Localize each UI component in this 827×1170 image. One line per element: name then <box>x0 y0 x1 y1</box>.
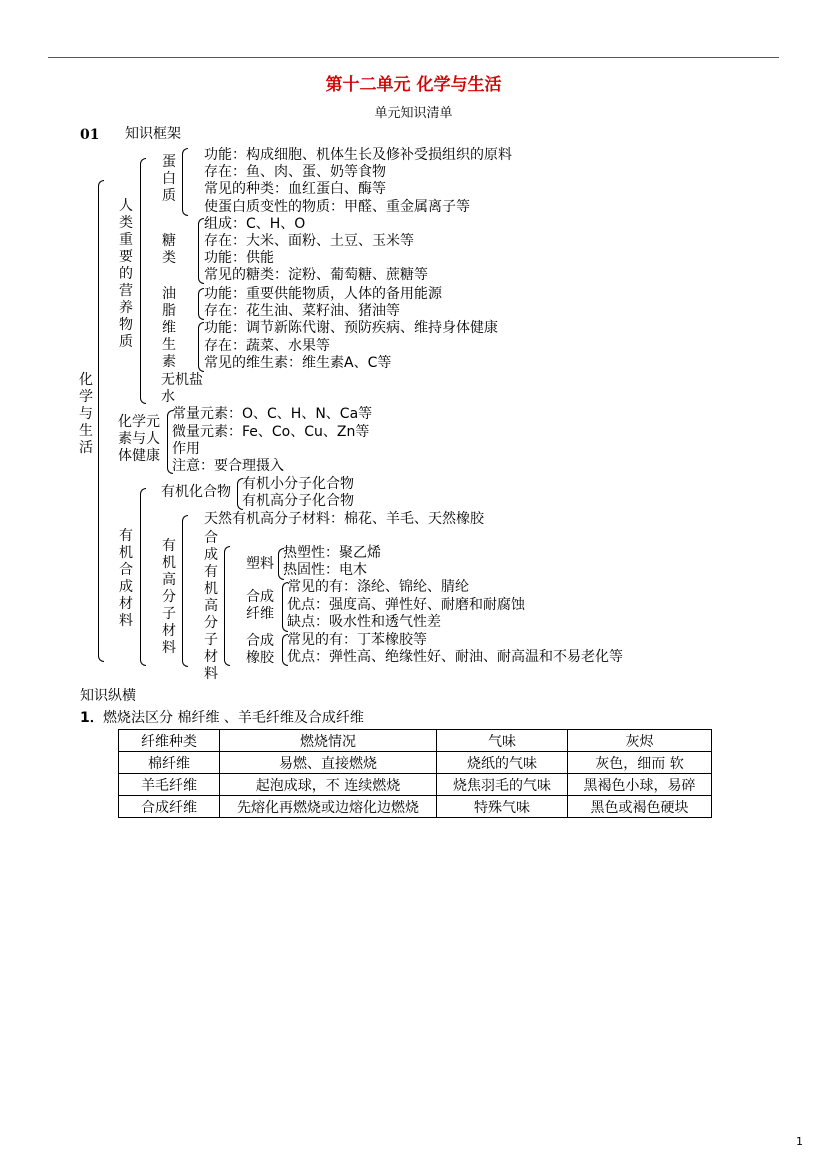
table-header-cell: 灰烬 <box>568 730 712 752</box>
table-cell: 羊毛纤维 <box>119 774 220 796</box>
fat-item: 存在：花生油、菜籽油、猪油等 <box>204 303 400 319</box>
natural-polymer-item: 天然有机高分子材料：棉花、羊毛、天然橡胶 <box>204 511 484 527</box>
page-title: 第十二单元 化学与生活 <box>325 75 502 95</box>
water-label: 水 <box>161 389 175 405</box>
sugar-item: 常见的糖类：淀粉、葡萄糖、蔗糖等 <box>204 267 428 283</box>
table-header-row <box>119 730 712 752</box>
table-cell: 灰色，细而 软 <box>568 752 712 774</box>
protein-item: 常见的种类：血红蛋白、酶等 <box>204 181 386 197</box>
tree-root-label: 化学与生活 <box>79 372 93 456</box>
plastic-label: 塑料 <box>246 556 274 572</box>
vitamin-item: 常见的维生素：维生素A、C等 <box>204 355 392 371</box>
plastic-item: 热塑性：聚乙烯 <box>283 545 381 561</box>
table-header-cell: 纤维种类 <box>119 730 220 752</box>
sugar-item: 组成：C、H、O <box>204 216 306 232</box>
root-brace <box>98 180 104 662</box>
nutrients-label: 人类重要的营养物质 <box>119 198 133 350</box>
mineral-label: 无机盐 <box>161 372 203 388</box>
header-rule <box>48 57 779 58</box>
protein-item: 使蛋白质变性的物质：甲醛、重金属离子等 <box>204 199 470 215</box>
table-header-cell: 燃烧情况 <box>220 730 437 752</box>
table-header-cell: 气味 <box>437 730 568 752</box>
compounds-item: 有机高分子化合物 <box>242 493 354 509</box>
table-cell: 特殊气味 <box>437 796 568 818</box>
table-cell: 棉纤维 <box>119 752 220 774</box>
sugar-label: 糖类 <box>162 233 176 266</box>
compounds-item: 有机小分子化合物 <box>242 476 354 492</box>
fiber-item: 缺点：吸水性和透气性差 <box>287 614 441 630</box>
sugar-item: 功能：供能 <box>204 250 274 266</box>
elements-item: 注意：要合理摄入 <box>172 458 284 474</box>
fiber-label: 合成纤维 <box>246 589 274 622</box>
organic-label: 有机合成材料 <box>119 528 133 629</box>
protein-item: 功能：构成细胞、机体生长及修补受损组织的原料 <box>204 147 512 163</box>
vitamin-item: 功能：调节新陈代谢、预防疾病、维持身体健康 <box>204 320 498 336</box>
protein-label: 蛋白质 <box>162 154 176 204</box>
section2-title: 知识纵横 <box>80 688 136 704</box>
table-cell: 易燃、直接燃烧 <box>220 752 437 774</box>
organic-brace <box>140 488 146 666</box>
polymers-brace <box>182 515 188 667</box>
rubber-item: 优点：弹性高、绝缘性好、耐油、耐高温和不易老化等 <box>287 649 623 665</box>
item-number: 1． <box>80 710 104 726</box>
sugar-item: 存在：大米、面粉、土豆、玉米等 <box>204 233 414 249</box>
table-cell: 烧焦羽毛的气味 <box>437 774 568 796</box>
plastic-item: 热固性：电木 <box>283 562 367 578</box>
page-subtitle: 单元知识清单 <box>374 106 453 121</box>
burn-comparison-table <box>118 729 712 818</box>
elements-item: 作用 <box>172 441 200 457</box>
table-cell: 烧纸的气味 <box>437 752 568 774</box>
table-cell: 先熔化再燃烧或边熔化边燃烧 <box>220 796 437 818</box>
fiber-item: 优点：强度高、弹性好、耐磨和耐腐蚀 <box>287 597 525 613</box>
rubber-item: 常见的有：丁苯橡胶等 <box>287 632 427 648</box>
section-title: 知识框架 <box>125 126 181 142</box>
synthetic-polymer-label: 合成有机高分子材料 <box>204 530 218 682</box>
vitamin-item: 存在：蔬菜、水果等 <box>204 338 330 354</box>
elements-label: 化学元素与人体健康 <box>118 414 160 464</box>
page-number: 1 <box>796 1135 803 1148</box>
rubber-label: 合成橡胶 <box>246 633 274 666</box>
table-cell: 合成纤维 <box>119 796 220 818</box>
protein-brace <box>182 148 188 216</box>
synthetic-brace <box>224 546 230 666</box>
table-cell: 黑褐色小球，易碎 <box>568 774 712 796</box>
item-title: 燃烧法区分 棉纤维 、羊毛纤维及合成纤维 <box>103 710 364 726</box>
table-cell: 黑色或褐色硬块 <box>568 796 712 818</box>
table-row <box>119 796 712 818</box>
table-row <box>119 752 712 774</box>
vitamin-label: 维生素 <box>162 320 176 370</box>
table-row <box>119 774 712 796</box>
fat-label: 油脂 <box>162 286 176 319</box>
compounds-label: 有机化合物 <box>161 484 231 500</box>
protein-item: 存在：鱼、肉、蛋、奶等食物 <box>204 164 386 180</box>
elements-item: 微量元素：Fe、Co、Cu、Zn等 <box>172 424 370 440</box>
fat-item: 功能：重要供能物质，人体的备用能源 <box>204 286 442 302</box>
nutrients-brace <box>140 158 146 404</box>
table-cell: 起泡成球，不 连续燃烧 <box>220 774 437 796</box>
elements-item: 常量元素：O、C、H、N、Ca等 <box>172 406 373 422</box>
section-number: 01 <box>80 127 100 143</box>
fiber-item: 常见的有：涤纶、锦纶、腈纶 <box>287 579 469 595</box>
polymers-label: 有机高分子材料 <box>162 538 176 656</box>
